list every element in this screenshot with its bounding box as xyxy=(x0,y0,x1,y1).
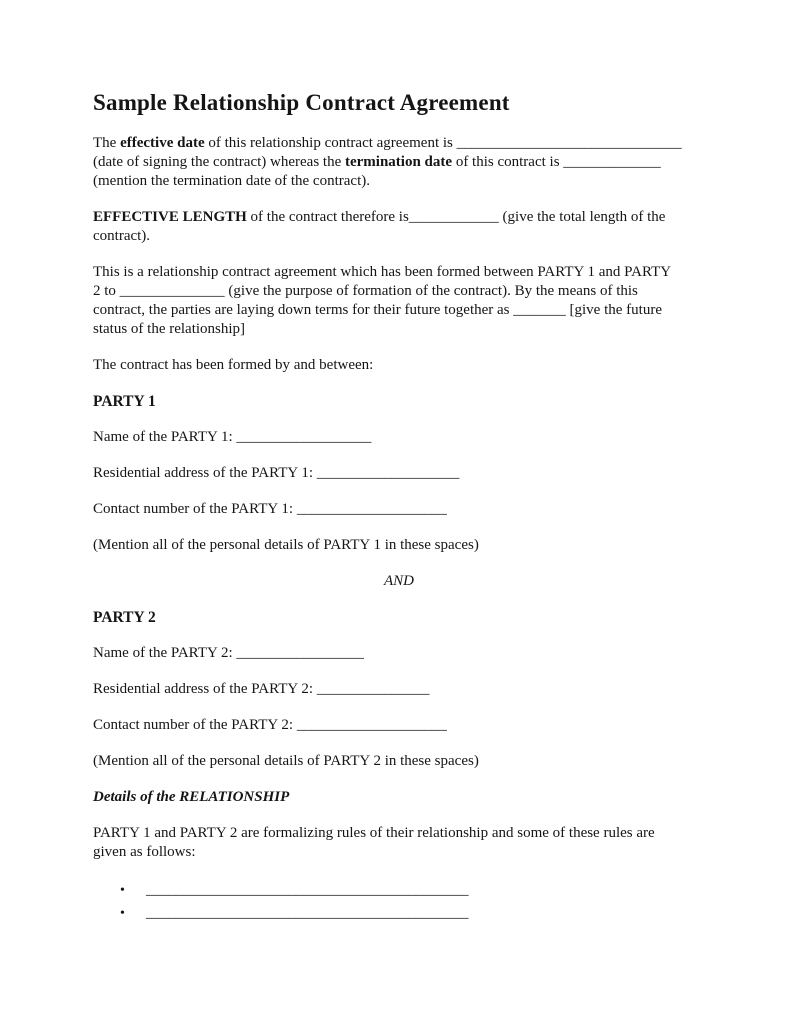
formation-line-2a: 2 to xyxy=(93,283,120,299)
details-heading: Details of the RELATIONSHIP xyxy=(93,789,290,805)
party1-note: (Mention all of the personal details of PARTY 1 in these spaces) xyxy=(93,537,479,553)
effective-length-text-3: contract). xyxy=(93,228,151,244)
party2-name-blank: _________________ xyxy=(236,645,364,661)
party2-name-line xyxy=(93,644,705,663)
party2-address-line xyxy=(93,680,705,699)
party1-contact-blank: ____________________ xyxy=(296,501,447,517)
party2-contact-blank: ____________________ xyxy=(296,717,447,733)
effective-length-blank: ____________ xyxy=(408,209,499,225)
intro-text-3: (date of signing the contract) whereas the xyxy=(93,154,345,170)
intro-paragraph xyxy=(93,134,705,191)
formation-line-2b: (give the purpose of formation of the contract). By the means of this xyxy=(224,283,638,299)
party1-contact-line xyxy=(93,500,705,519)
party1-name-label: Name of the PARTY 1: xyxy=(93,429,237,445)
party1-address-blank: ___________________ xyxy=(316,465,460,481)
party1-name-blank: __________________ xyxy=(236,429,372,445)
formation-line-1: This is a relationship contract agreement which has been formed between PARTY 1 and PARTY xyxy=(93,264,672,280)
rules-line-1: PARTY 1 and PARTY 2 are formalizing rules of their relationship and some of these rules are xyxy=(93,825,655,841)
party1-name-line xyxy=(93,428,705,447)
party2-contact-label: Contact number of the PARTY 2: xyxy=(93,717,297,733)
effective-date-blank: ______________________________ xyxy=(456,135,682,151)
formation-line-3a: contract, the parties are laying down terms for their future together as xyxy=(93,302,514,318)
bullet-icon: • xyxy=(120,883,125,898)
document-title: Sample Relationship Contract Agreement xyxy=(93,90,510,115)
intro-text-2: of this relationship contract agreement is xyxy=(204,135,457,151)
intro-text-1: The xyxy=(93,135,121,151)
party2-address-blank: _______________ xyxy=(316,681,430,697)
formation-paragraph xyxy=(93,263,705,339)
rules-list xyxy=(93,879,705,925)
formation-line-4: status of the relationship] xyxy=(93,321,246,337)
party1-contact-label: Contact number of the PARTY 1: xyxy=(93,501,297,517)
bullet-icon: • xyxy=(120,906,125,921)
effective-length-term: EFFECTIVE LENGTH xyxy=(93,209,247,225)
effective-date-term: effective date xyxy=(120,135,205,151)
document-content xyxy=(93,90,705,925)
intro-text-4: of this contract is xyxy=(452,154,564,170)
rule-blank-line: ___________________________________________ xyxy=(146,882,469,898)
formed-by-paragraph: The contract has been formed by and between: xyxy=(93,357,374,373)
termination-date-blank: _____________ xyxy=(563,154,661,170)
and-separator: AND xyxy=(384,573,414,589)
party2-address-label: Residential address of the PARTY 2: xyxy=(93,681,317,697)
party2-note: (Mention all of the personal details of PARTY 2 in these spaces) xyxy=(93,753,479,769)
party1-heading: PARTY 1 xyxy=(93,393,156,410)
party1-address-line xyxy=(93,464,705,483)
formation-line-3b: [give the future xyxy=(565,302,662,318)
party2-heading: PARTY 2 xyxy=(93,609,156,626)
purpose-blank: ______________ xyxy=(119,283,225,299)
list-item xyxy=(120,902,705,925)
intro-text-5: (mention the termination date of the contract). xyxy=(93,173,370,189)
rules-line-2: given as follows: xyxy=(93,844,196,860)
rule-blank-line: ___________________________________________ xyxy=(146,905,469,921)
party2-contact-line xyxy=(93,716,705,735)
party1-address-label: Residential address of the PARTY 1: xyxy=(93,465,317,481)
list-item xyxy=(120,879,705,902)
party2-name-label: Name of the PARTY 2: xyxy=(93,645,237,661)
future-status-blank: _______ xyxy=(513,302,566,318)
effective-length-text-1: of the contract therefore is xyxy=(246,209,409,225)
rules-paragraph xyxy=(93,824,705,862)
termination-date-term: termination date xyxy=(344,154,453,170)
effective-length-paragraph xyxy=(93,208,705,246)
effective-length-text-2: (give the total length of the xyxy=(498,209,666,225)
